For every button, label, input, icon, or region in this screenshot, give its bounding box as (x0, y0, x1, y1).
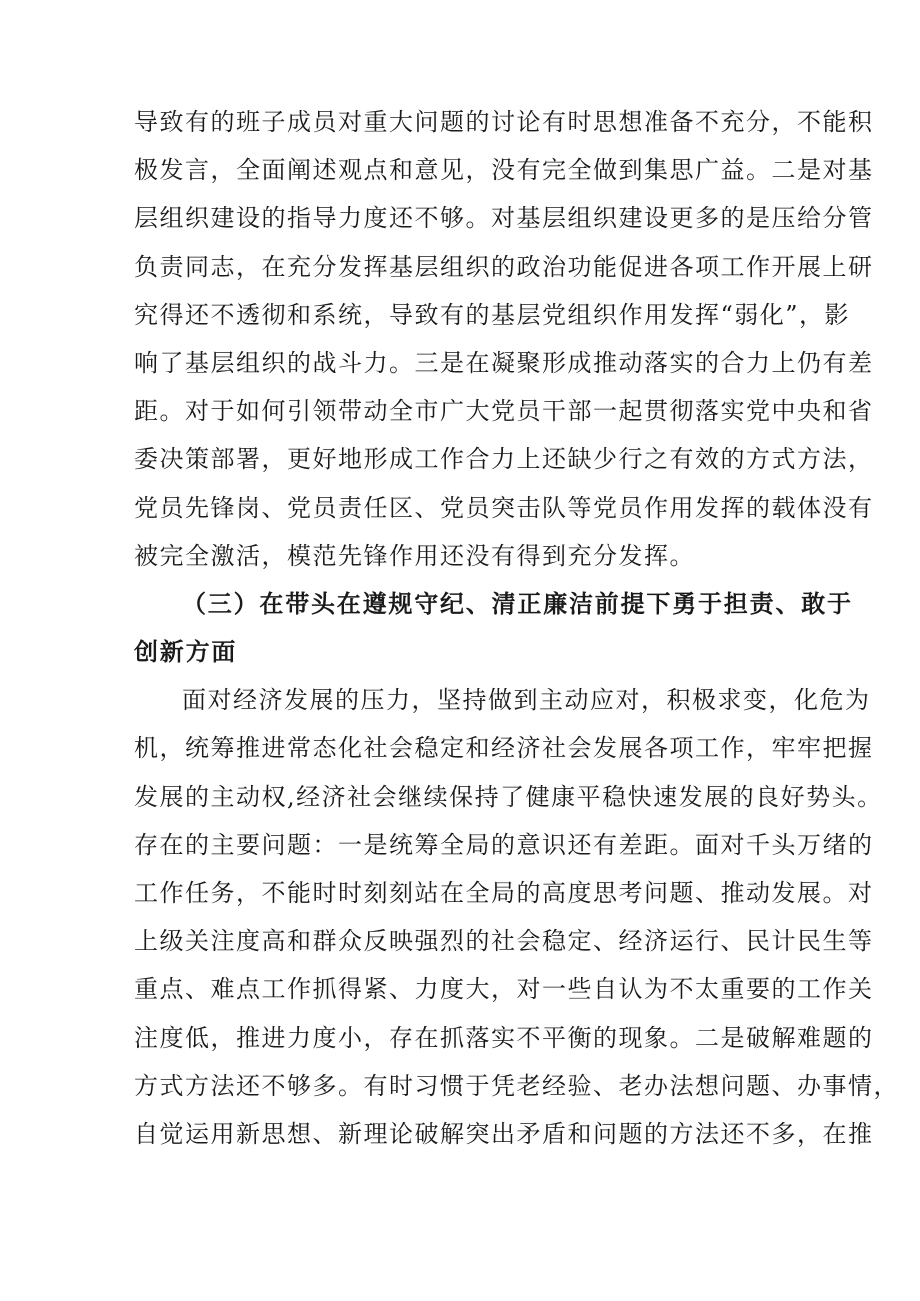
heading-line: （三）在带头在遵规守纪、清正廉洁前提下勇于担责、敢于 (182, 589, 853, 618)
text-line: 工作任务，不能时时刻刻站在全局的高度思考问题、推动发展。对 (134, 879, 874, 907)
text-line: 距。对于如何引领带动全市广大党员干部一起贯彻落实党中央和省 (134, 397, 874, 426)
text-line: 层组织建设的指导力度还不够。对基层组织建设更多的是压给分管 (134, 204, 874, 233)
text-line: 上级关注度高和群众反映强烈的社会稳定、经济运行、民计民生等 (134, 927, 874, 956)
text-line: 党员先锋岗、党员责任区、党员突击队等党员作用发挥的载体没有 (134, 493, 874, 522)
text-line: 机，统筹推进常态化社会稳定和经济社会发展各项工作，牢牢把握 (134, 734, 874, 763)
paragraph-problems-continued (134, 98, 874, 580)
document-body (134, 98, 899, 1158)
text-line: 重点、难点工作抓得紧、力度大，对一些自认为不太重要的工作关 (134, 975, 874, 1004)
text-line: 被完全激活，模范先锋作用还没有得到充分发挥。 (134, 541, 695, 570)
text-line: 注度低，推进力度小，存在抓落实不平衡的现象。二是破解难题的 (134, 1023, 874, 1052)
text-line: 存在的主要问题：一是统筹全局的意识还有差距。面对千头万绪的 (134, 830, 874, 859)
text-line: 极发言，全面阐述观点和意见，没有完全做到集思广益。二是对基 (134, 156, 874, 185)
text-line: 导致有的班子成员对重大问题的讨论有时思想准备不充分，不能积 (134, 108, 874, 136)
text-line: 面对经济发展的压力，坚持做到主动应对，积极求变，化危为 (182, 686, 871, 715)
heading-line: 创新方面 (134, 638, 238, 667)
paragraph-economic-development (134, 676, 899, 1158)
text-line: 委决策部署，更好地形成工作合力上还缺少行之有效的方式方法， (134, 445, 874, 474)
section-heading (134, 580, 853, 676)
text-line: 究得还不透彻和系统，导致有的基层党组织作用发挥“弱化”，影 (134, 300, 851, 329)
text-line: 自觉运用新思想、新理论破解突出矛盾和问题的方法还不多，在推 (134, 1119, 874, 1148)
text-line: 发展的主动权,经济社会继续保持了健康平稳快速发展的良好势头。 (134, 782, 883, 811)
text-line: 负责同志，在充分发挥基层组织的政治功能促进各项工作开展上研 (134, 252, 874, 281)
text-line: 响了基层组织的战斗力。三是在凝聚形成推动落实的合力上仍有差 (134, 348, 874, 377)
text-line: 方式方法还不够多。有时习惯于凭老经验、老办法想问题、办事情， (134, 1071, 899, 1100)
